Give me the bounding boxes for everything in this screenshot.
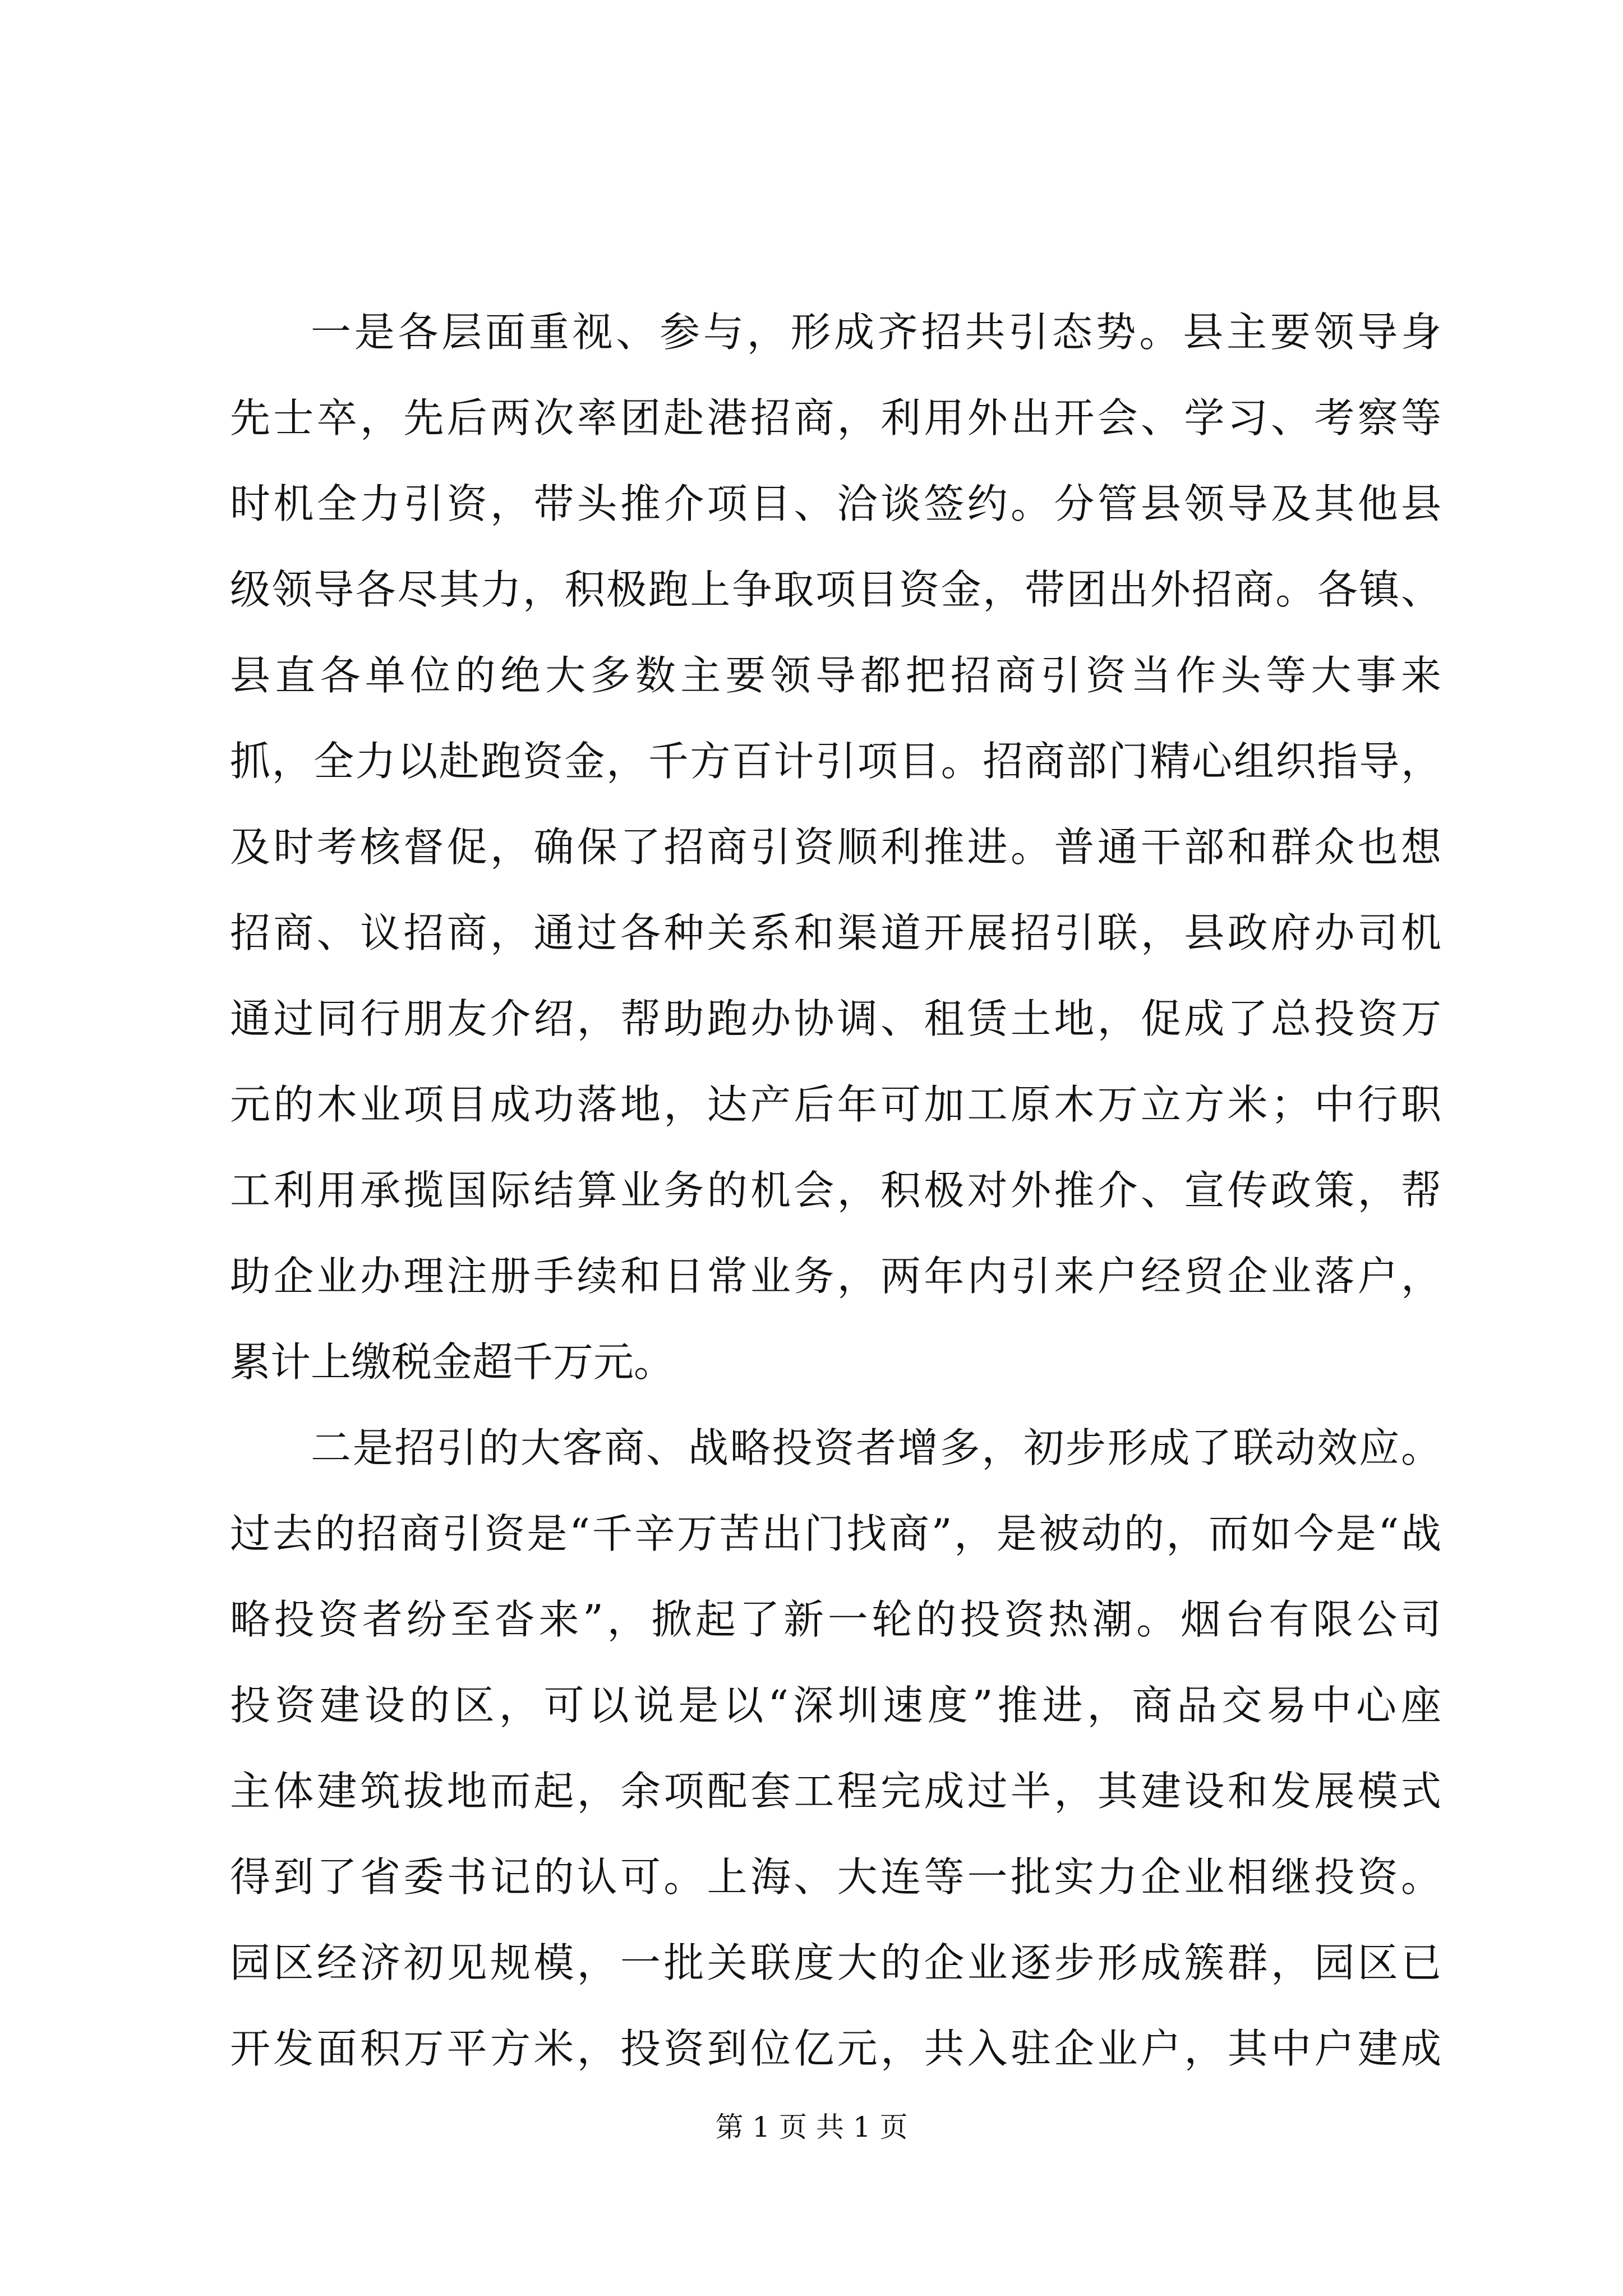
paragraph-line: 略投资者纷至沓来”，掀起了新一轮的投资热潮。烟台有限公司 — [230, 1596, 1441, 1643]
paragraph-line: 通过同行朋友介绍，帮助跑办协调、租赁土地，促成了总投资万 — [230, 995, 1441, 1042]
paragraph-line: 园区经济初见规模，一批关联度大的企业逐步形成簇群，园区已 — [230, 1939, 1441, 1986]
page-footer — [0, 2109, 1623, 2145]
paragraph-line: 一是各层面重视、参与，形成齐招共引态势。县主要领导身 — [311, 309, 1441, 356]
paragraph-line: 及时考核督促，确保了招商引资顺利推进。普通干部和群众也想 — [230, 823, 1441, 871]
page-number-label: 第 1 页 共 1 页 — [715, 2111, 908, 2143]
paragraph-line: 主体建筑拔地而起，余项配套工程完成过半，其建设和发展模式 — [230, 1768, 1441, 1815]
paragraph-line: 先士卒，先后两次率团赴港招商，利用外出开会、学习、考察等 — [230, 394, 1441, 441]
paragraph-2 — [230, 1405, 1441, 2092]
paragraph-line: 助企业办理注册手续和日常业务，两年内引来户经贸企业落户， — [230, 1253, 1441, 1300]
paragraph-line: 时机全力引资，带头推介项目、洽谈签约。分管县领导及其他县 — [230, 480, 1441, 527]
paragraph-1 — [230, 289, 1441, 1405]
paragraph-line: 得到了省委书记的认可。上海、大连等一批实力企业相继投资。 — [230, 1853, 1441, 1901]
paragraph-line: 二是招引的大客商、战略投资者增多，初步形成了联动效应。 — [311, 1424, 1441, 1471]
paragraph-line: 县直各单位的绝大多数主要领导都把招商引资当作头等大事来 — [230, 652, 1441, 699]
paragraph-line: 工利用承揽国际结算业务的机会，积极对外推介、宣传政策，帮 — [230, 1167, 1441, 1214]
document-body — [230, 289, 1441, 2092]
paragraph-line: 开发面积万平方米，投资到位亿元，共入驻企业户，其中户建成 — [230, 2025, 1441, 2072]
paragraph-line: 元的木业项目成功落地，达产后年可加工原木万立方米；中行职 — [230, 1081, 1441, 1128]
paragraph-line: 抓，全力以赴跑资金，千方百计引项目。招商部门精心组织指导， — [230, 738, 1441, 785]
paragraph-line: 投资建设的区，可以说是以“深圳速度”推进，商品交易中心座 — [230, 1682, 1441, 1729]
paragraph-line: 级领导各尽其力，积极跑上争取项目资金，带团出外招商。各镇、 — [230, 566, 1441, 613]
paragraph-line: 招商、议招商，通过各种关系和渠道开展招引联，县政府办司机 — [230, 909, 1441, 956]
paragraph-line: 过去的招商引资是“千辛万苦出门找商”，是被动的，而如今是“战 — [230, 1510, 1441, 1557]
paragraph-line: 累计上缴税金超千万元。 — [230, 1338, 675, 1386]
